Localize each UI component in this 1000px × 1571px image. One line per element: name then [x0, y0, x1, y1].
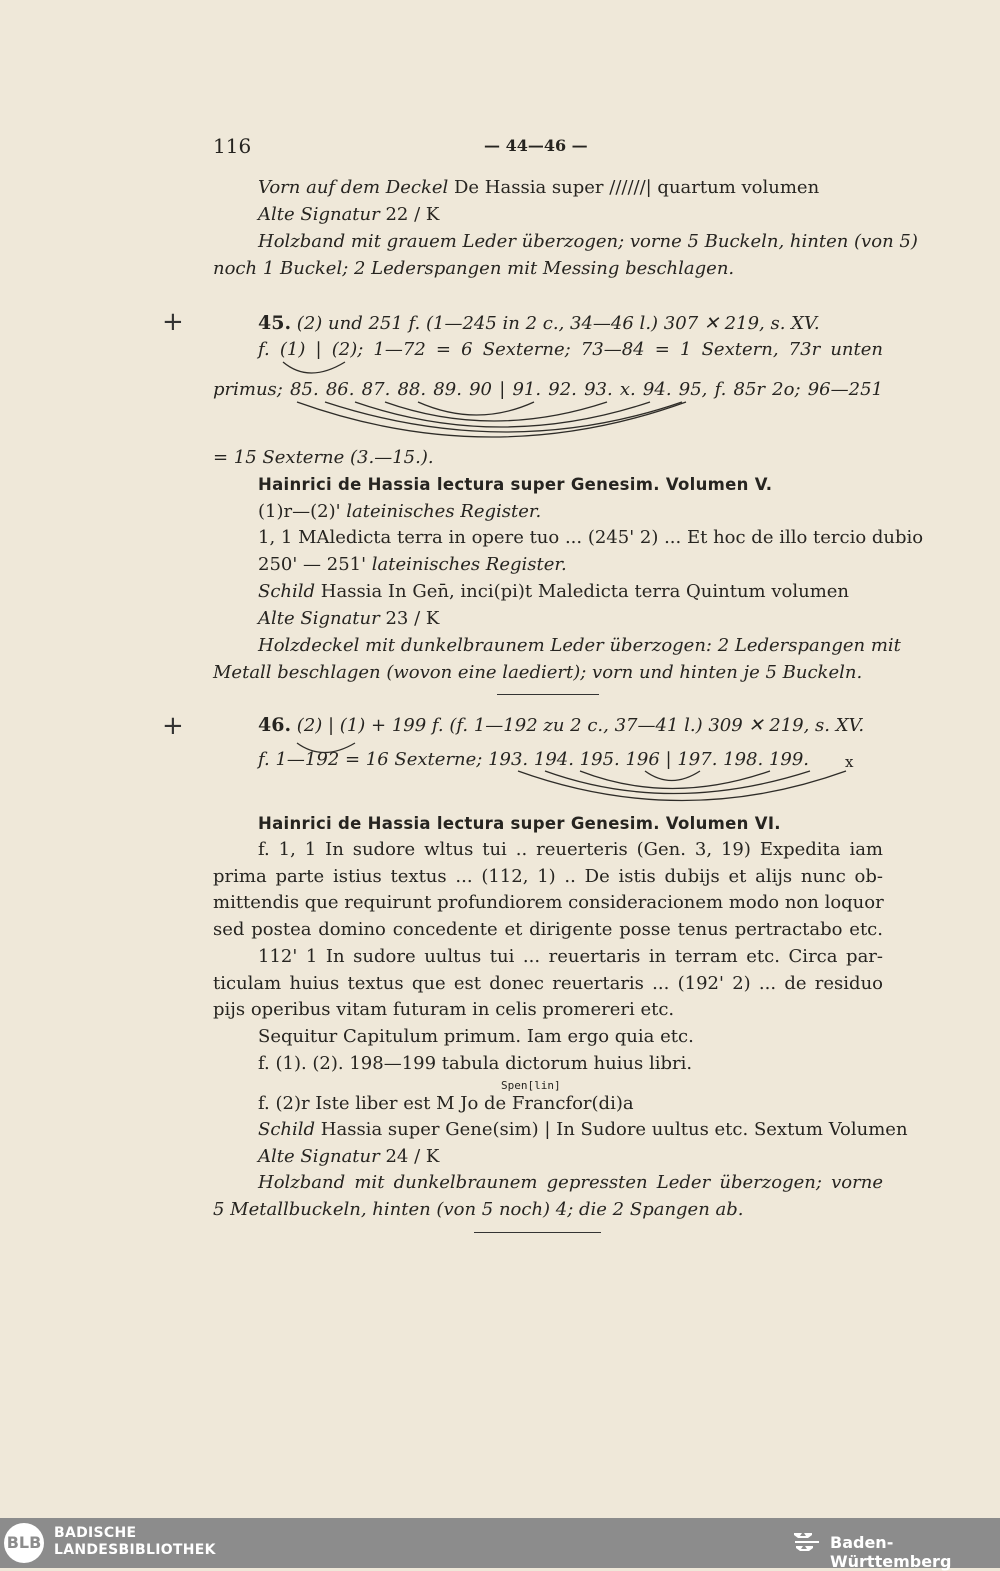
collation-arc — [385, 402, 607, 421]
entry-title: Hainrici de Hassia lectura super Genesim. Volumen V. — [258, 475, 773, 494]
library-name-line-1: BADISCHE — [54, 1525, 137, 1541]
margin-plus-mark: + — [162, 307, 184, 337]
label-deckel: Vorn auf dem Deckel — [258, 177, 449, 198]
text-line: prima parte istius textus ... (112, 1) .. De istis dubijs et alijs nunc ob- — [213, 866, 883, 887]
binding-description: noch 1 Buckel; 2 Lederspangen mit Messing beschlagen. — [213, 258, 735, 279]
folio-range: 250' — 251' — [258, 554, 367, 575]
label-schild: Schild — [258, 1119, 316, 1140]
label-signatur: Alte Signatur — [258, 204, 380, 225]
collation-line: f. 1—192 = 16 Sexterne; 193. 194. 195. 196 | 197. 198. 199. — [258, 749, 810, 770]
text-line: 112' 1 In sudore uultus tui ... reuertaris in terram etc. Circa par- — [258, 946, 883, 967]
page-number: 116 — [213, 134, 252, 158]
binding-description: Holzdeckel mit dunkelbraunem Leder überzogen: 2 Lederspangen mit — [258, 635, 901, 656]
signatur-value: 22 / K — [385, 204, 440, 225]
entry-number: 46. — [258, 714, 292, 736]
margin-plus-mark: + — [162, 711, 184, 741]
collation-line: primus; 85. 86. 87. 88. 89. 90 | 91. 92. 93. x. 94. 95, f. 85r 2o; 96—251 — [213, 379, 883, 400]
text-line: Sequitur Capitulum primum. Iam ergo quia etc. — [258, 1026, 694, 1047]
text-line: sed postea domino concedente et dirigente posse tenus pertractabo etc. — [213, 919, 883, 940]
text-line: f. (1). (2). 198—199 tabula dictorum huius libri. — [258, 1053, 693, 1074]
collation-arc — [283, 362, 345, 373]
content-note: lateinisches Register. — [346, 501, 542, 522]
coat-of-arms-icon — [792, 1528, 822, 1558]
signatur-value: 24 / K — [385, 1146, 440, 1167]
collation-line: f. (1) | (2); 1—72 = 6 Sexterne; 73—84 = 1 Sextern, 73r unten — [258, 339, 883, 360]
binding-description: Holzband mit dunkelbraunem gepressten Leder überzogen; vorne — [258, 1172, 883, 1193]
incipit-line: f. 1, 1 In sudore wltus tui .. reuerteris (Gen. 3, 19) Expedita iam — [258, 839, 883, 860]
collation-line: (2) und 251 f. (1—245 in 2 c., 34—46 l.) 307 ✕ 219, s. XV. — [296, 313, 820, 334]
entry-range-header: — 44—46 — — [484, 136, 588, 155]
text-line: ticulam huius textus que est donec reuertaris ... (192' 2) ... de residuo — [213, 973, 883, 994]
collation-arc — [297, 743, 355, 753]
entry-number: 45. — [258, 312, 292, 334]
owner-inscription: f. (2)r Iste liber est M Jo de Francfor(di)a — [258, 1093, 634, 1114]
collation-line: (2) | (1) + 199 f. (f. 1—192 zu 2 c., 37—41 l.) 309 ✕ 219, s. XV. — [296, 715, 865, 736]
entry-title: Hainrici de Hassia lectura super Genesim. Volumen VI. — [258, 814, 781, 833]
folio-range: (1)r—(2)' — [258, 501, 341, 522]
schild-text: Hassia In Gen̄, inci(pi)t Maledicta terra Quintum volumen — [320, 581, 850, 602]
incipit-line: 1, 1 MAledicta terra in opere tuo ... (245' 2) ... Et hoc de illo tercio dubio — [258, 527, 924, 548]
binding-description: Holzband mit grauem Leder überzogen; vorne 5 Buckeln, hinten (von 5) — [258, 231, 918, 252]
deckel-text: De Hassia super //////| quartum volumen — [454, 177, 820, 198]
signatur-value: 23 / K — [385, 608, 440, 629]
collation-mark: x — [845, 753, 854, 771]
label-schild: Schild — [258, 581, 316, 602]
state-name[interactable]: Baden-Württemberg — [830, 1533, 952, 1571]
binding-description: Metall beschlagen (wovon eine laediert); vorn und hinten je 5 Buckeln. — [213, 662, 863, 683]
collation-line: = 15 Sexterne (3.—15.). — [213, 447, 434, 468]
collation-arc — [355, 402, 650, 427]
collation-arc — [645, 771, 700, 781]
library-name — [54, 1525, 216, 1559]
label-signatur: Alte Signatur — [258, 608, 380, 629]
text-line: mittendis que requirunt profundiorem consideracionem modo non loquor — [213, 892, 884, 913]
binding-description: 5 Metallbuckeln, hinten (von 5 noch) 4; die 2 Spangen ab. — [213, 1199, 744, 1220]
label-signatur: Alte Signatur — [258, 1146, 380, 1167]
collation-arc — [418, 402, 534, 415]
superscript-annotation: Spen[lin] — [501, 1079, 561, 1092]
blb-logo[interactable]: BLB — [4, 1523, 44, 1563]
footer-bar — [0, 1518, 1000, 1571]
schild-text: Hassia super Gene(sim) | In Sudore uultus etc. Sextum Volumen — [320, 1119, 908, 1140]
library-name-line-2: LANDESBIBLIOTHEK — [54, 1542, 216, 1558]
text-line: pijs operibus vitam futuram in celis promereri etc. — [213, 999, 675, 1020]
content-note: lateinisches Register. — [371, 554, 567, 575]
